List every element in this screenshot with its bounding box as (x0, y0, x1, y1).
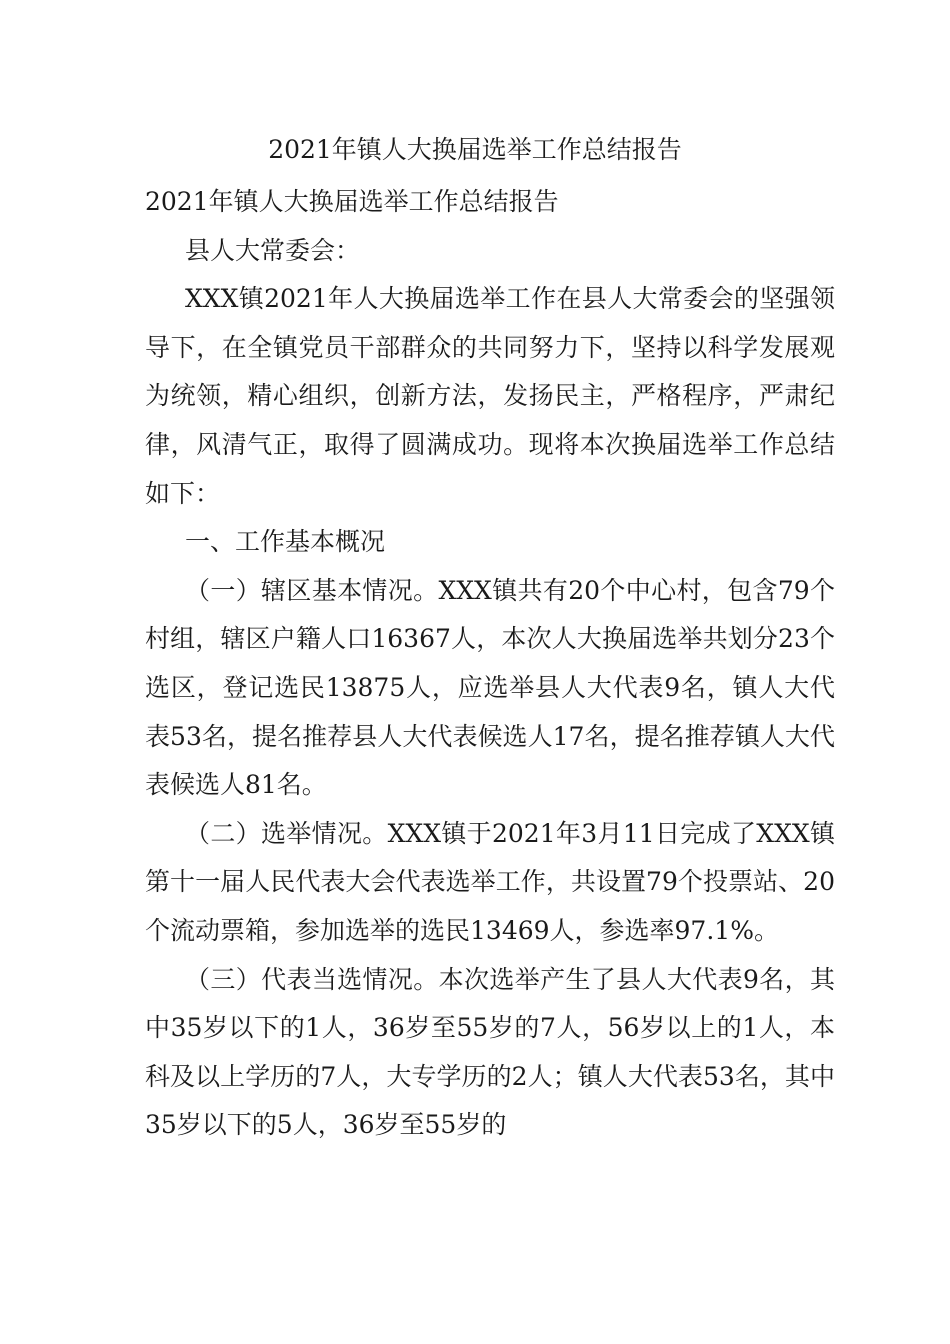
document-body (145, 178, 835, 1150)
paragraph-district-info: （一）辖区基本情况。XXX镇共有20个中心村，包含79个村组，辖区户籍人口16367人，本次人大换届选举共划分23个选区，登记选民13875人，应选举县人大代表9名，镇人大代表53名，提名推荐县人大代表候选人17名，提名推荐镇人大代表候选人81名。 (145, 575, 835, 800)
paragraph-delegates-info: （三）代表当选情况。本次选举产生了县人大代表9名，其中35岁以下的1人，36岁至55岁的7人，56岁以上的1人，本科及以上学历的7人，大专学历的2人；镇人大代表53名，其中35岁以下的5人，36岁至55岁的 (145, 964, 835, 1140)
document-title: 2021年镇人大换届选举工作总结报告 (268, 135, 682, 164)
salutation: 县人大常委会： (185, 235, 361, 265)
section-heading-overview: 一、工作基本概况 (185, 527, 386, 557)
paragraph-election-info: （二）选举情况。XXX镇于2021年3月11日完成了XXX镇第十一届人民代表大会代表选举工作，共设置79个投票站、20个流动票箱，参加选举的选民13469人，参选率97.1%。 (145, 818, 835, 945)
document-subtitle: 2021年镇人大换届选举工作总结报告 (145, 187, 559, 216)
paragraph-intro: XXX镇2021年人大换届选举工作在县人大常委会的坚强领导下，在全镇党员干部群众的共同努力下，坚持以科学发展观为统领，精心组织，创新方法，发扬民主，严格程序，严肃纪律，风清气正，取得了圆满成功。现将本次换届选举工作总结如下： (145, 284, 835, 508)
